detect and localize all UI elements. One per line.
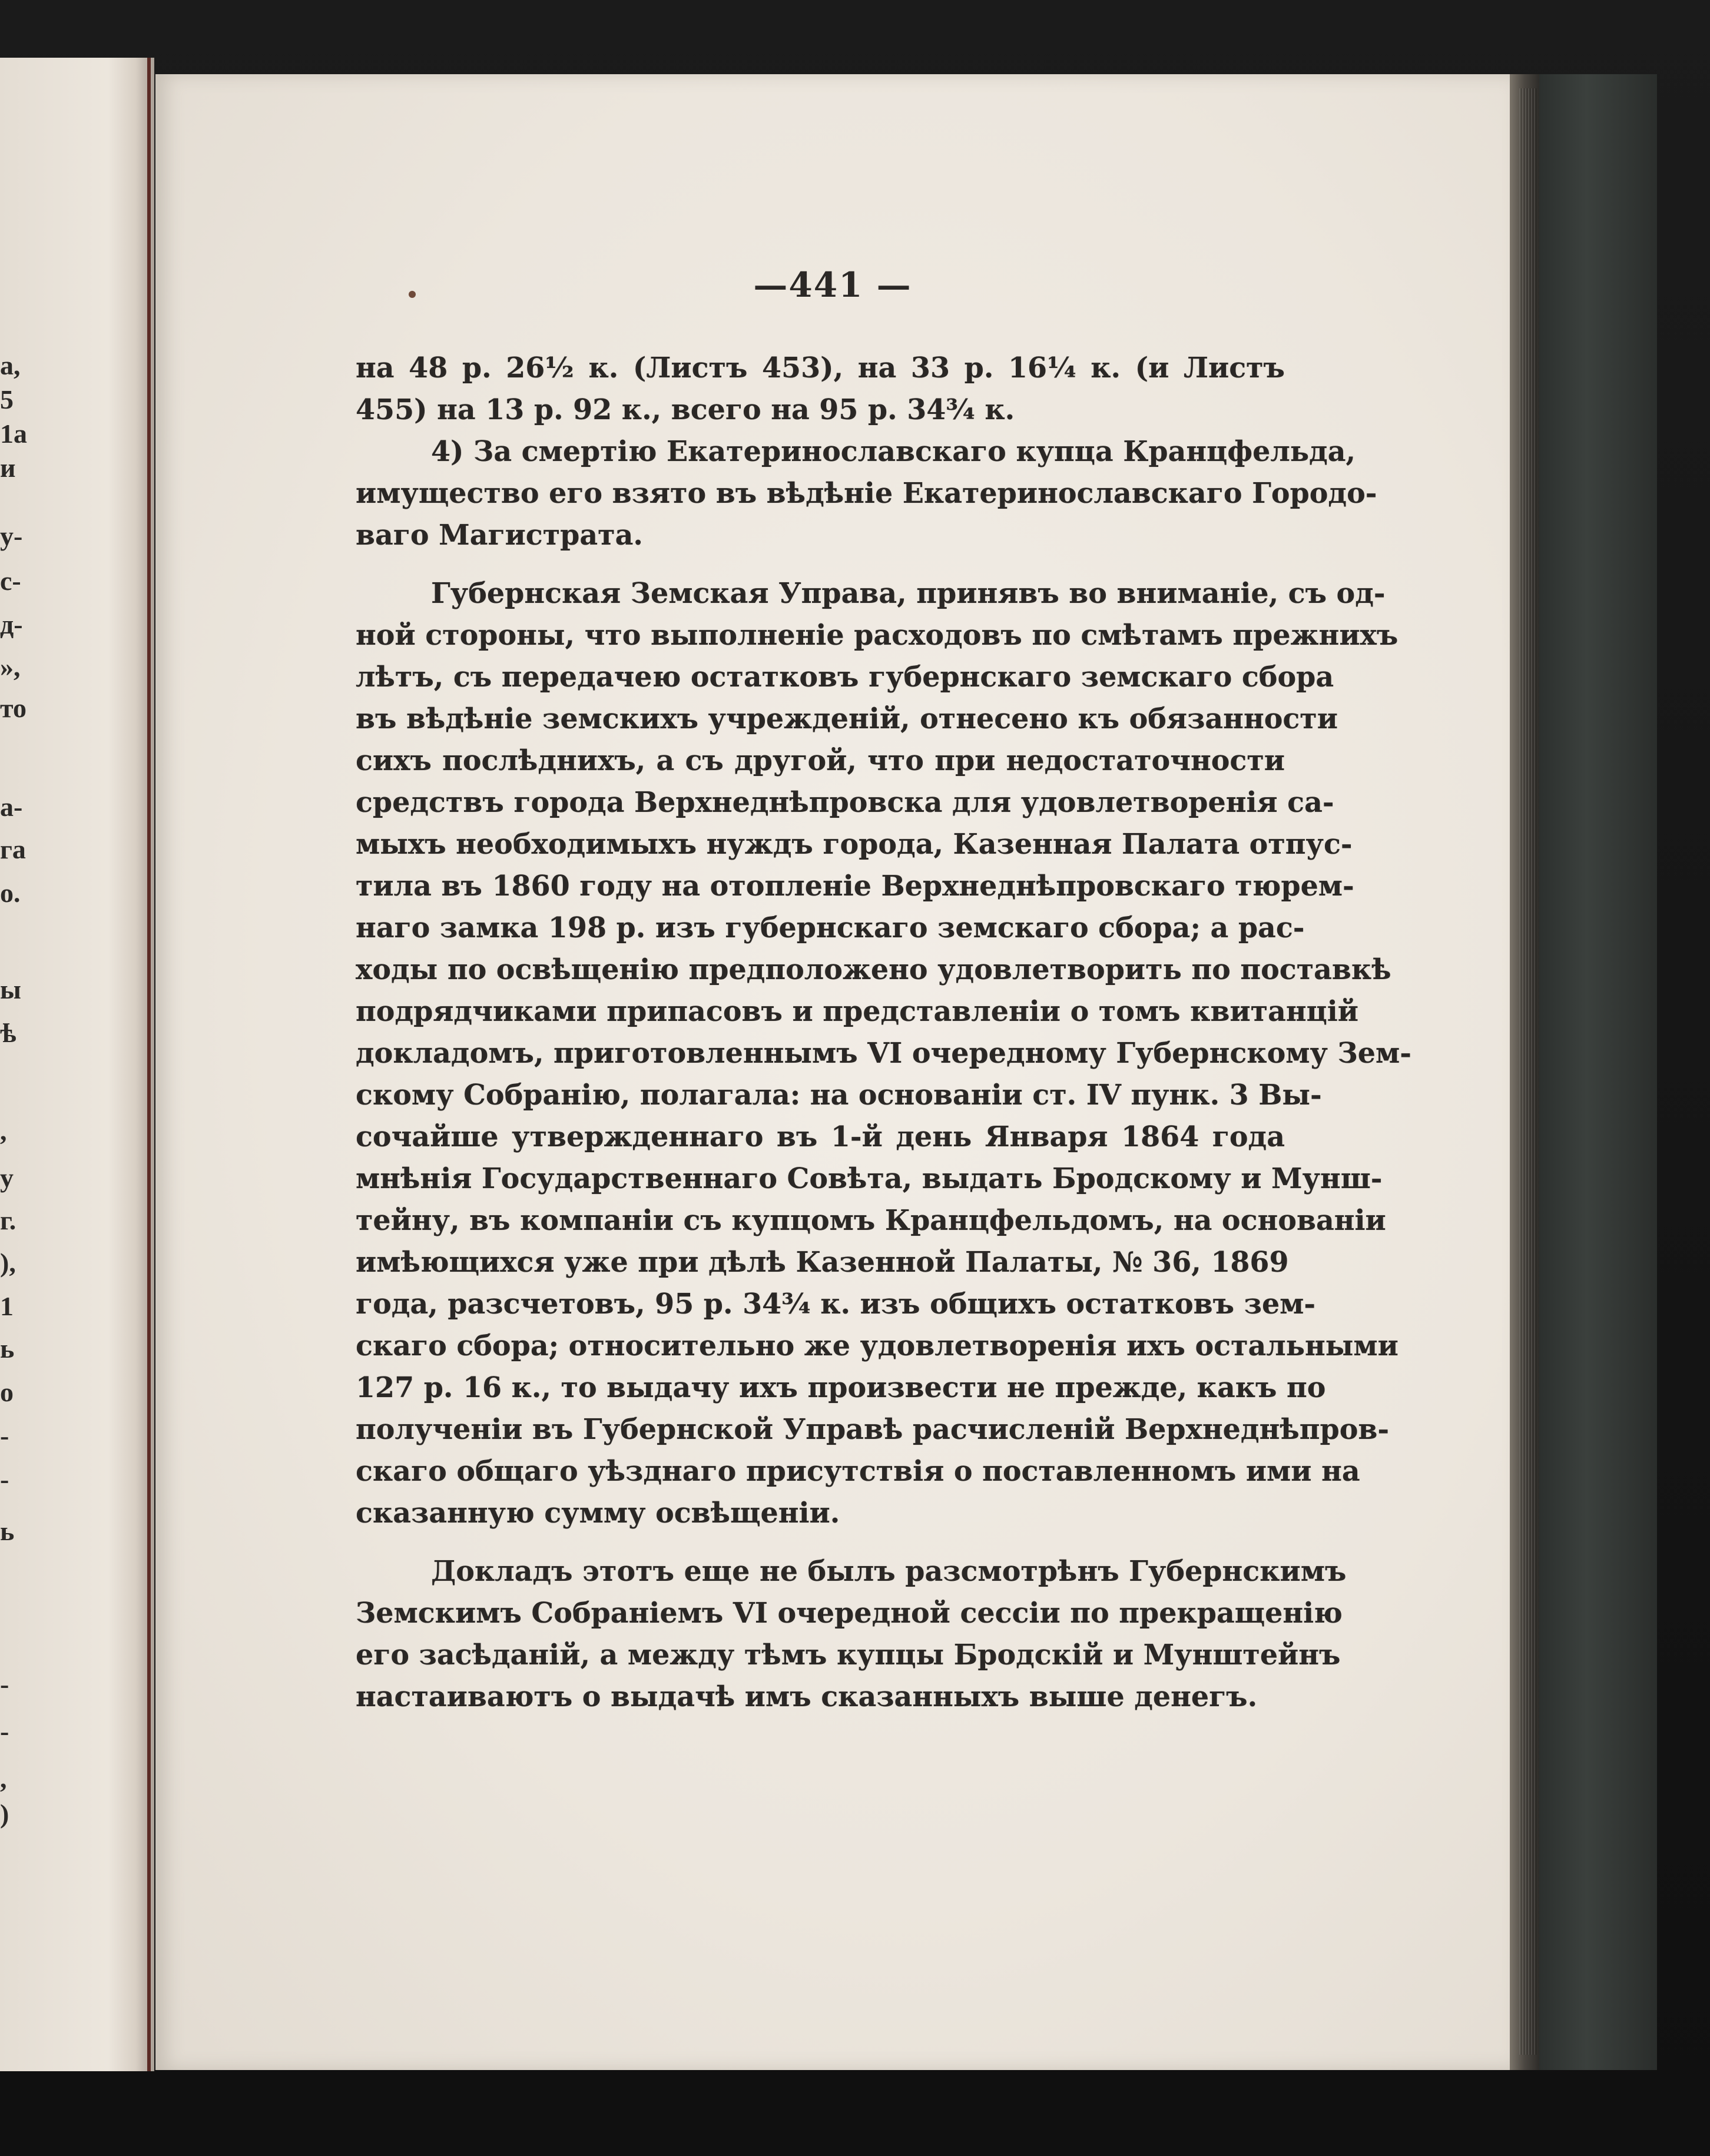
left-fragment: с- bbox=[0, 566, 21, 596]
left-fragment: ь bbox=[0, 1516, 15, 1546]
text-line: лѣтъ, съ передачею остатковъ губернскаго земскаго сбора bbox=[356, 661, 1334, 694]
left-fragment: ) bbox=[0, 1799, 9, 1829]
text-line: мнѣнія Государственнаго Совѣта, выдать Бродскому и Мунш- bbox=[356, 1162, 1383, 1195]
text-line: Губернская Земская Управа, принявъ во вниманіе, съ од- bbox=[431, 577, 1386, 610]
text-line: года, разсчетовъ, 95 р. 34¾ к. изъ общихъ остатковъ зем- bbox=[356, 1288, 1316, 1321]
left-fragment: д- bbox=[0, 609, 23, 639]
text-line: сказанную сумму освѣщеніи. bbox=[356, 1497, 840, 1530]
left-fragment: - bbox=[0, 1421, 9, 1451]
left-page-binding-edge bbox=[147, 58, 151, 2071]
body-text bbox=[356, 347, 1411, 1718]
text-line: имущество его взято въ вѣдѣніе Екатеринославскаго Городо- bbox=[356, 477, 1377, 510]
text-line: Докладъ этотъ еще не былъ разсмотрѣнъ Губернскимъ bbox=[431, 1555, 1347, 1588]
left-fragment: о bbox=[0, 1377, 14, 1407]
text-line: 4) За смертію Екатеринославскаго купца Кранцфельда, bbox=[431, 435, 1356, 468]
text-line: мыхъ необходимыхъ нуждъ города, Казенная Палата отпус- bbox=[356, 828, 1353, 861]
text-line: скому Собранію, полагала: на основаніи ст. IV пунк. 3 Вы- bbox=[356, 1079, 1322, 1112]
left-fragment: », bbox=[0, 652, 21, 682]
left-fragment: - bbox=[0, 1669, 9, 1699]
text-line: 455) на 13 р. 92 к., всего на 95 р. 34¾ к. bbox=[356, 393, 1015, 426]
text-line: скаго общаго уѣзднаго присутствія о поставленномъ ими на bbox=[356, 1455, 1360, 1488]
text-line: подрядчиками припасовъ и представленіи о томъ квитанцій bbox=[356, 995, 1359, 1028]
previous-page-edge bbox=[0, 58, 154, 2071]
text-line: сихъ послѣднихъ, а съ другой, что при недостаточности bbox=[356, 744, 1285, 777]
text-line: ходы по освѣщенію предположено удовлетворить по поставкѣ bbox=[356, 953, 1391, 986]
left-fragment: 5 bbox=[0, 384, 14, 414]
text-line: сочайше утвержденнаго въ 1-й день Января 1864 года bbox=[356, 1120, 1285, 1153]
left-fragment: - bbox=[0, 1716, 9, 1746]
left-fragment: , bbox=[0, 1763, 7, 1793]
left-fragment: - bbox=[0, 1464, 9, 1494]
text-line: средствъ города Верхнеднѣпровска для удовлетворенія са- bbox=[356, 786, 1334, 819]
text-line: имѣющихся уже при дѣлѣ Казенной Палаты, № 36, 1869 bbox=[356, 1246, 1289, 1279]
left-fragment: о. bbox=[0, 878, 21, 908]
text-line: тейну, въ компаніи съ купцомъ Кранцфельдомъ, на основаніи bbox=[356, 1204, 1386, 1237]
book-cover bbox=[1539, 74, 1657, 2070]
left-fragment: у bbox=[0, 1163, 14, 1193]
left-fragment: а, bbox=[0, 350, 21, 380]
left-fragment: ы bbox=[0, 974, 21, 1004]
left-fragment: ѣ bbox=[0, 1018, 16, 1048]
left-fragment: ь bbox=[0, 1334, 15, 1364]
text-line: тила въ 1860 году на отопленіе Верхнеднѣпровскаго тюрем- bbox=[356, 870, 1354, 903]
text-line: въ вѣдѣніе земскихъ учрежденій, отнесено къ обязанности bbox=[356, 702, 1338, 735]
left-fragment: то bbox=[0, 693, 26, 723]
left-fragment: 1 bbox=[0, 1291, 14, 1321]
left-fragment: и bbox=[0, 453, 16, 483]
text-line: его засѣданій, а между тѣмъ купцы Бродскій и Мунштейнъ bbox=[356, 1638, 1341, 1671]
text-line: 127 р. 16 к., то выдачу ихъ произвести не прежде, какъ по bbox=[356, 1371, 1326, 1404]
text-line: Земскимъ Собраніемъ VI очередной сессіи по прекращенію bbox=[356, 1597, 1343, 1630]
paragraph-gap bbox=[356, 556, 1285, 573]
page-number: —441 — bbox=[753, 265, 912, 305]
page-stack-lines bbox=[1519, 88, 1537, 2055]
text-line: ной стороны, что выполненіе расходовъ по смѣтамъ прежнихъ bbox=[356, 619, 1399, 652]
text-line: докладомъ, приготовленнымъ VI очередному Губернскому Зем- bbox=[356, 1037, 1411, 1070]
left-fragment: га bbox=[0, 834, 26, 864]
left-fragment: 1а bbox=[0, 419, 27, 449]
left-fragment: у- bbox=[0, 521, 23, 551]
text-line: полученіи въ Губернской Управѣ расчисленій Верхнеднѣпров- bbox=[356, 1413, 1390, 1446]
text-line: ваго Магистрата. bbox=[356, 519, 643, 552]
left-fragment: а- bbox=[0, 792, 23, 822]
text-line: на 48 р. 26½ к. (Листъ 453), на 33 р. 16¼ к. (и Листъ bbox=[356, 351, 1285, 384]
left-fragment: ), bbox=[0, 1248, 16, 1278]
left-fragment: , bbox=[0, 1116, 7, 1146]
paragraph-gap bbox=[356, 1534, 1285, 1551]
text-line: скаго сбора; относительно же удовлетворенія ихъ остальными bbox=[356, 1329, 1399, 1362]
left-fragment: г. bbox=[0, 1205, 16, 1235]
text-line: наго замка 198 р. изъ губернскаго земскаго сбора; а рас- bbox=[356, 911, 1305, 944]
text-line: настаиваютъ о выдачѣ имъ сказанныхъ выше денегъ. bbox=[356, 1680, 1258, 1713]
